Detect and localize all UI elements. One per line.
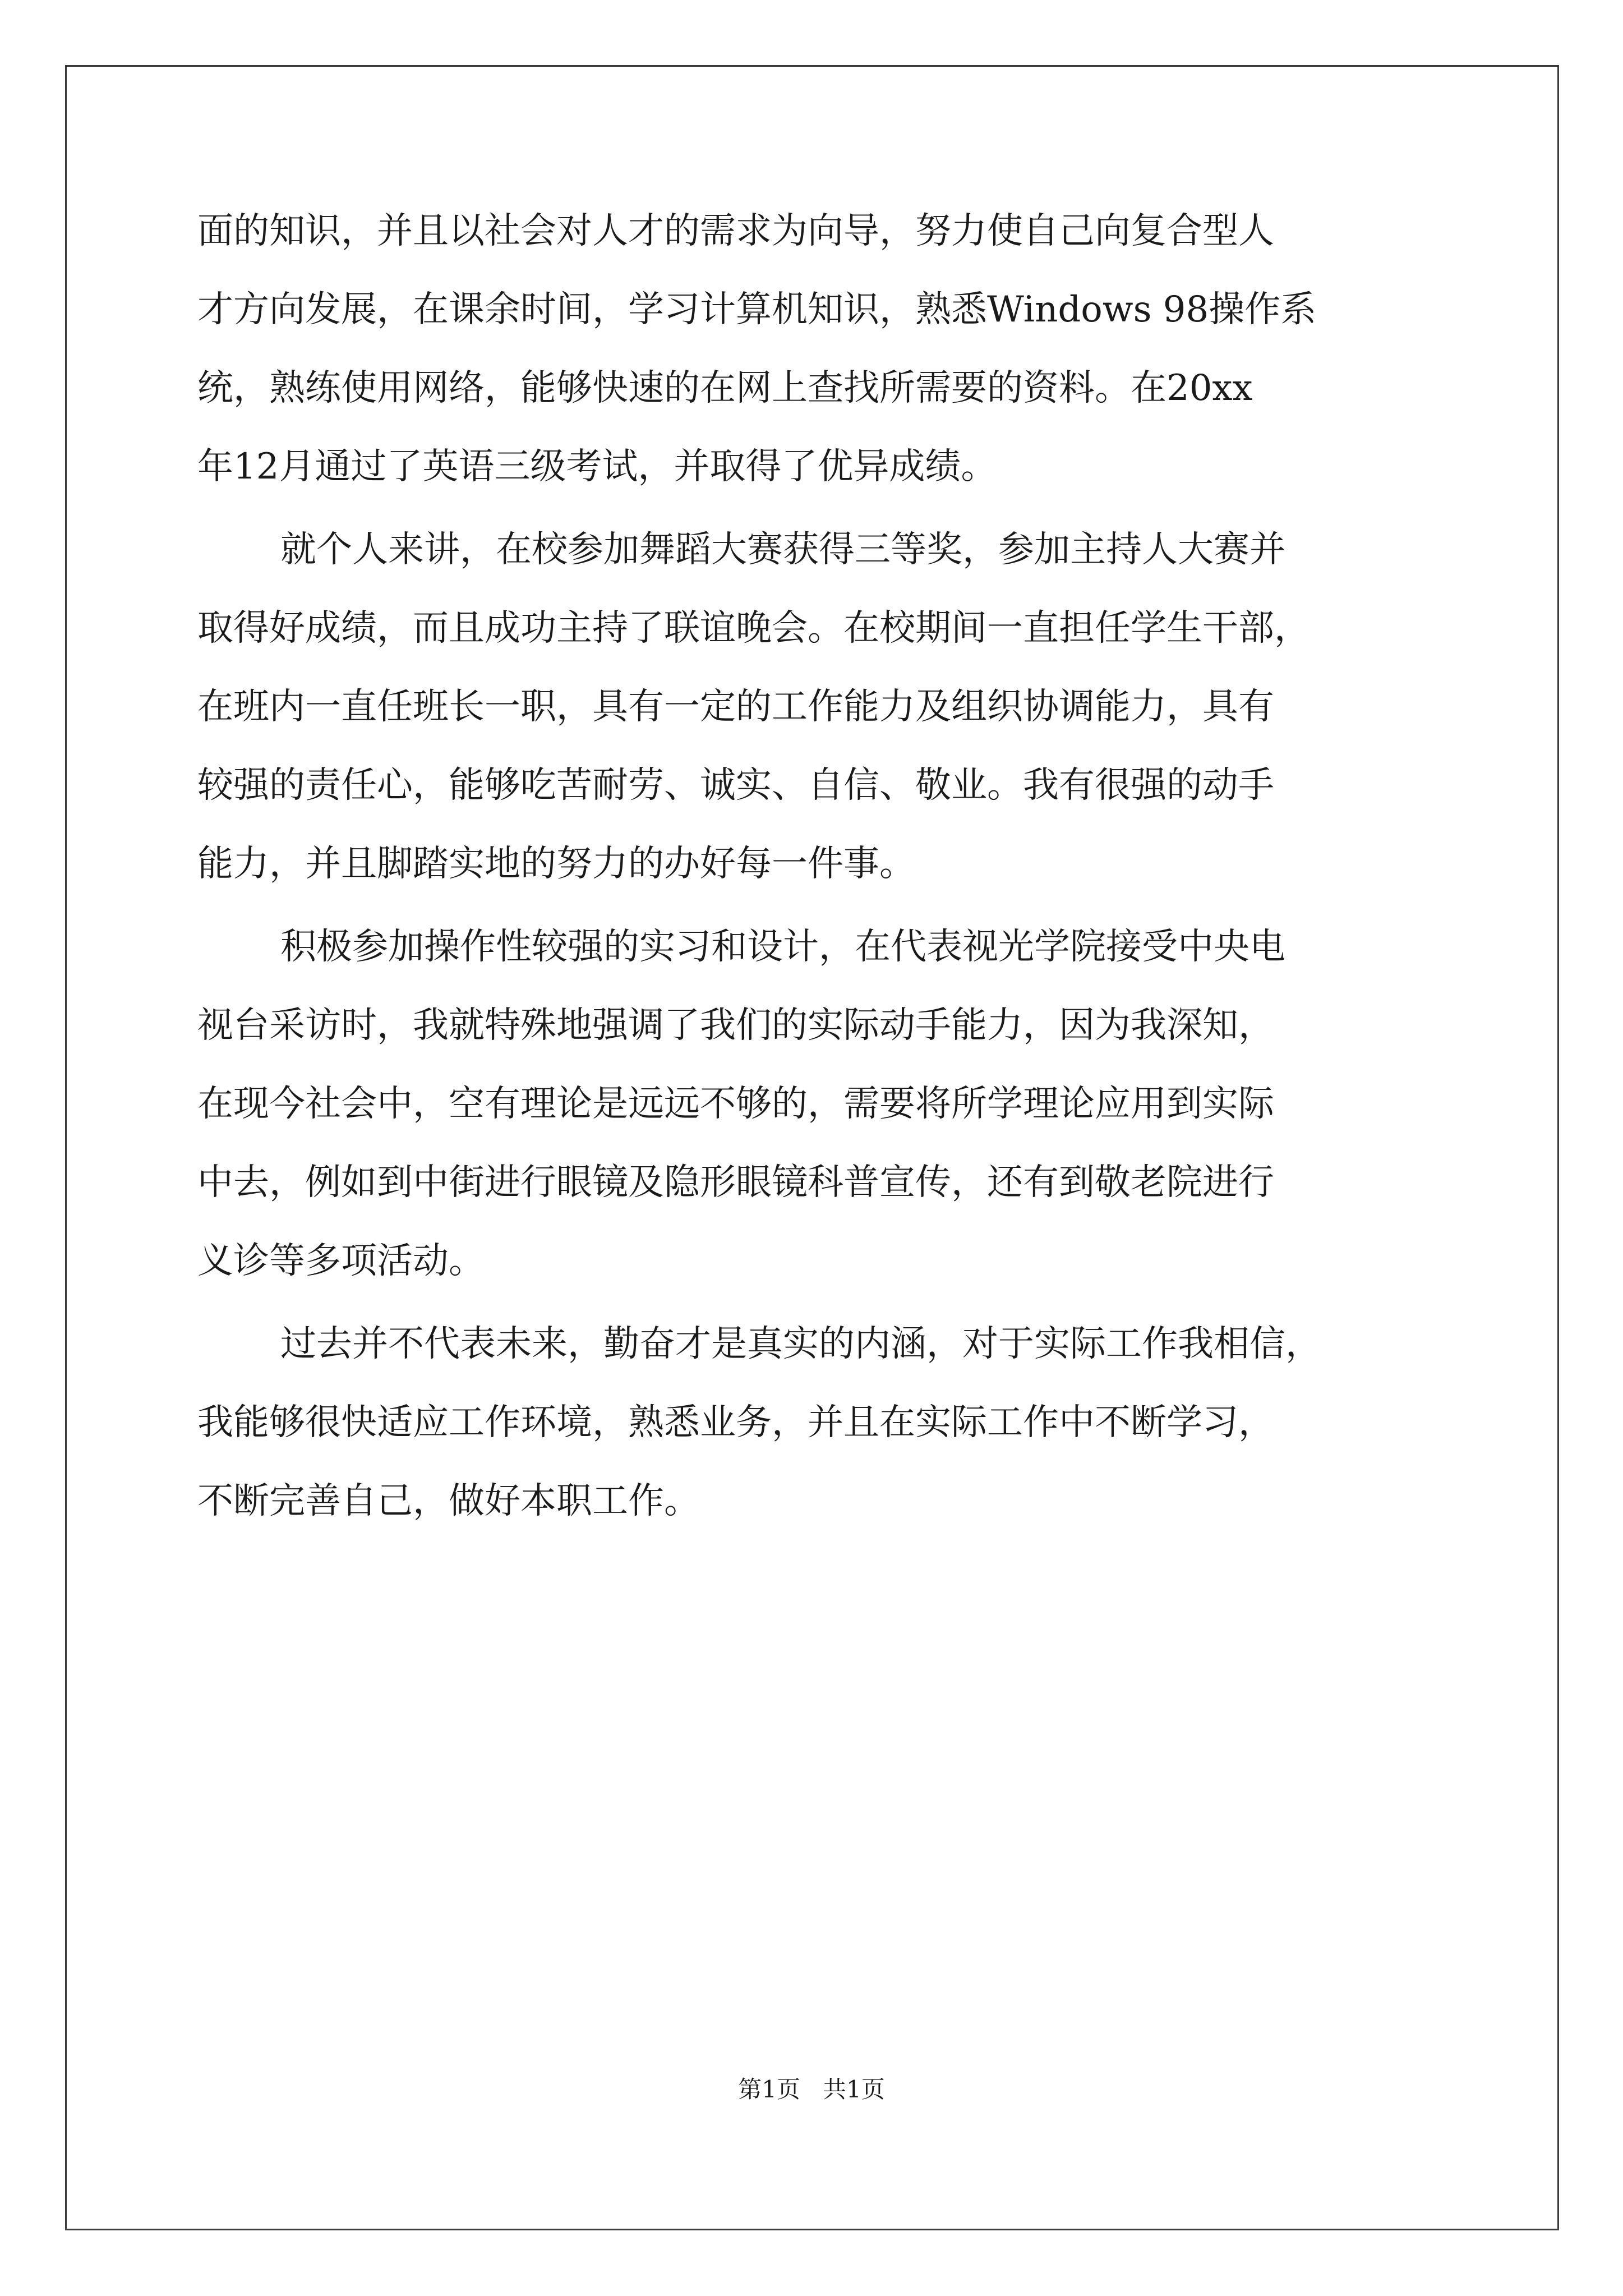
page-number-footer: 第1页 共1页 xyxy=(738,2076,885,2103)
text-line: 中去，例如到中街进行眼镜及隐形眼镜科普宣传，还有到敬老院进行 xyxy=(197,1162,1274,1203)
text-line: 在现今社会中，空有理论是远远不够的，需要将所学理论应用到实际 xyxy=(197,1083,1274,1125)
paragraph-first-line: 就个人来讲，在校参加舞蹈大赛获得三等奖，参加主持人大赛并 xyxy=(280,529,1285,570)
text-line: 视台采访时，我就特殊地强调了我们的实际动手能力，因为我深知， xyxy=(197,1005,1274,1046)
text-line: 年12月通过了英语三级考试，并取得了优异成绩。 xyxy=(197,446,997,487)
text-line: 在班内一直任班长一职，具有一定的工作能力及组织协调能力，具有 xyxy=(197,686,1274,728)
text-line: 面的知识，并且以社会对人才的需求为向导，努力使自己向复合型人 xyxy=(197,210,1274,252)
paragraph-first-line: 积极参加操作性较强的实习和设计，在代表视光学院接受中央电 xyxy=(280,926,1285,968)
text-line: 取得好成绩，而且成功主持了联谊晚会。在校期间一直担任学生干部， xyxy=(197,608,1310,649)
text-line: 较强的责任心，能够吃苦耐劳、诚实、自信、敬业。我有很强的动手 xyxy=(197,765,1274,806)
paragraph-first-line: 过去并不代表未来，勤奋才是真实的内涵，对于实际工作我相信， xyxy=(280,1323,1321,1365)
text-line: 能力，并且脚踏实地的努力的办好每一件事。 xyxy=(197,843,915,885)
text-line: 义诊等多项活动。 xyxy=(197,1240,485,1282)
text-line: 统，熟练使用网络，能够快速的在网上查找所需要的资料。在20xx xyxy=(197,367,1253,409)
text-line: 才方向发展，在课余时间，学习计算机知识，熟悉Windows 98操作系 xyxy=(197,289,1317,330)
text-line: 不断完善自己，做好本职工作。 xyxy=(197,1480,700,1522)
text-line: 我能够很快适应工作环境，熟悉业务，并且在实际工作中不断学习， xyxy=(197,1402,1274,1443)
